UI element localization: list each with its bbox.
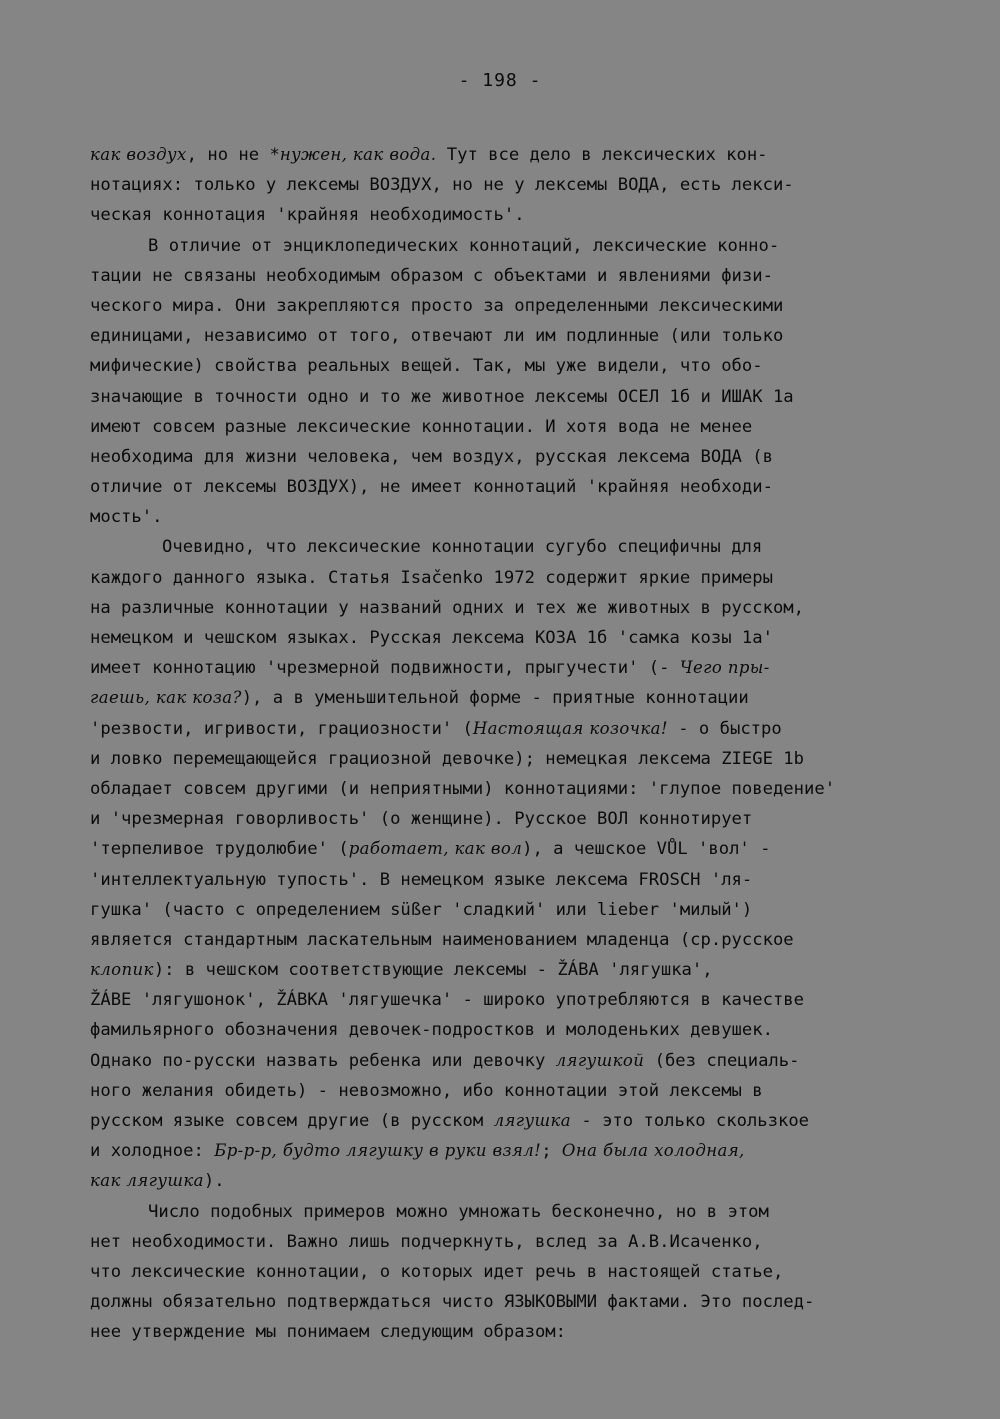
text-line: [90, 683, 960, 713]
page-number: - 198 -: [458, 70, 542, 91]
text-run: - это только скользкое: [571, 1111, 810, 1131]
text-run: фамильярного обозначения девочек-подростков и молоденьких девушек.: [90, 1020, 773, 1041]
text-line: [90, 1197, 960, 1227]
italic-example-text: лягушка: [493, 1111, 572, 1130]
text-run: ного желания обидеть) - невозможно, ибо коннотации этой лексемы в: [90, 1080, 763, 1101]
text-line: [90, 1166, 960, 1196]
text-line: [90, 744, 960, 774]
text-line: [90, 442, 960, 472]
text-line: [90, 865, 960, 895]
text-line: [90, 653, 960, 683]
text-run: и холодное:: [90, 1141, 215, 1162]
text-run: русском языке совсем другие (в русском: [90, 1111, 494, 1131]
text-line: [90, 1106, 960, 1136]
text-run: 'терпеливое трудолюбие' (: [90, 839, 349, 860]
text-run: ческая коннотация 'крайняя необходимость'.: [90, 205, 525, 226]
text-run: имеет коннотацию 'чрезмерной подвижности, прыгучести' (-: [90, 658, 680, 679]
italic-example-text: Чего пры-: [679, 658, 770, 678]
italic-example-text: лягушкой: [555, 1050, 645, 1070]
text-line: [90, 1227, 960, 1257]
text-run: Очевидно, что лексические коннотации сугубо специфичны для: [162, 537, 763, 558]
text-run: ).: [203, 1171, 225, 1192]
text-run: на различные коннотации у названий одних и тех же животных в русском,: [90, 597, 804, 618]
text-line: [90, 563, 960, 593]
text-run: 'резвости, игривости, грациозности' (: [90, 718, 473, 739]
italic-example-text: нужен, как вода.: [279, 145, 437, 164]
text-run: 'интеллектуальную тупость'. В немецком языке лексема FROSCH 'ля-: [90, 869, 753, 890]
text-run: нее утверждение мы понимаем следующим образом:: [90, 1322, 566, 1343]
body-text: [90, 140, 960, 1348]
text-line: [90, 321, 960, 351]
italic-example-text: Настоящая козочка!: [472, 718, 668, 738]
text-run: Однако по-русски назвать ребенка или девочку: [90, 1050, 556, 1071]
text-run: ): в чешском соответствующие лексемы - ŽÁBA 'лягушка',: [153, 960, 713, 981]
italic-example-text: как лягушка: [90, 1171, 204, 1191]
text-run: ческого мира. Они закрепляются просто за определенными лексическими: [90, 295, 784, 316]
text-run: значающие в точности одно и то же животное лексемы ОСЕЛ 1б и ИШАК 1а: [90, 386, 794, 407]
text-run: мифические) свойства реальных вещей. Так, мы уже видели, что обо-: [90, 356, 763, 377]
text-line: [90, 382, 960, 412]
text-line: [90, 200, 960, 230]
text-line: [90, 140, 960, 170]
text-run: единицами, независимо от того, отвечают ли им подлинные (или только: [90, 326, 784, 347]
text-run: ), а чешское VŮL 'вол' -: [522, 839, 771, 860]
text-line: [90, 1136, 960, 1166]
text-line: [90, 1287, 960, 1317]
italic-example-text: Она была холодная,: [561, 1141, 745, 1161]
italic-example-text: гаешь, как коза?: [90, 688, 242, 708]
text-run: обладает совсем другими (и неприятными) коннотациями: 'глупое поведение': [90, 778, 836, 799]
text-run: - о быстро: [667, 718, 782, 739]
text-run: необходима для жизни человека, чем воздух, русская лексема ВОДА (в: [90, 446, 773, 467]
text-run: В отличие от энциклопедических коннотаций, лексические конно-: [148, 235, 780, 256]
text-run: ŽÁBE 'лягушонок', ŽÁBKA 'лягушечка' - широко употребляются в качестве: [90, 990, 804, 1011]
text-run: немецком и чешском языках. Русская лексема КОЗА 1б 'самка козы 1а': [90, 628, 773, 648]
text-line: [90, 412, 960, 442]
text-run: мость'.: [90, 507, 163, 528]
text-line: [90, 1015, 960, 1045]
text-run: и ловко перемещающейся грациозной девочке); немецкая лексема ZIEGE 1b: [90, 748, 804, 769]
text-run: ), а в уменьшительной форме - приятные коннотации: [241, 688, 749, 709]
text-run: гушка' (часто с определением süßer 'сладкий' или lieber 'милый'): [90, 899, 753, 920]
text-line: [90, 774, 960, 804]
text-line: [90, 261, 960, 291]
text-run: тации не связаны необходимым образом с объектами и явлениями физи-: [90, 265, 773, 286]
text-line: [90, 834, 960, 864]
text-run: отличие от лексемы ВОЗДУХ), не имеет коннотаций 'крайняя необходи-: [90, 477, 773, 498]
text-line: [90, 532, 960, 562]
text-line: [90, 895, 960, 925]
text-line: [90, 593, 960, 623]
text-run: что лексические коннотации, о которых идет речь в настоящей статье,: [90, 1261, 784, 1282]
text-run: каждого данного языка. Статья Isačenko 1972 содержит яркие примеры: [90, 567, 773, 588]
text-line: [90, 231, 960, 261]
text-line: [90, 925, 960, 955]
text-line: [90, 985, 960, 1015]
text-run: (без специаль-: [644, 1050, 800, 1071]
text-line: [90, 502, 960, 532]
text-line: [90, 291, 960, 321]
text-line: [90, 1046, 960, 1076]
text-line: [90, 955, 960, 985]
text-run: Тут все дело в лексических кон-: [436, 145, 768, 165]
text-line: [90, 170, 960, 200]
text-line: [90, 804, 960, 834]
text-line: [90, 1317, 960, 1347]
text-run: ;: [541, 1141, 562, 1162]
text-line: [90, 1076, 960, 1106]
italic-example-text: работает, как вол: [348, 839, 523, 859]
text-run: нотациях: только у лексемы ВОЗДУХ, но не у лексемы ВОДА, есть лекси-: [90, 175, 794, 196]
text-line: [90, 623, 960, 653]
text-run: Число подобных примеров можно умножать бесконечно, но в этом: [148, 1201, 769, 1222]
text-run: и 'чрезмерная говорливость' (о женщине). Русское ВОЛ коннотирует: [90, 809, 753, 830]
text-run: должны обязательно подтверждаться чисто ЯЗЫКОВЫМИ фактами. Это послед-: [90, 1292, 815, 1313]
text-run: , но не *: [186, 145, 280, 165]
text-line: [90, 472, 960, 502]
italic-example-text: клопик: [90, 960, 154, 980]
text-line: [90, 714, 960, 744]
text-line: [90, 351, 960, 381]
text-run: имеют совсем разные лексические коннотации. И хотя вода не менее: [90, 416, 753, 437]
text-run: является стандартным ласкательным наименованием младенца (ср.русское: [90, 929, 794, 950]
text-run: нет необходимости. Важно лишь подчеркнуть, вслед за А.В.Исаченко,: [90, 1231, 763, 1252]
text-line: [90, 1257, 960, 1287]
italic-example-text: как воздух: [90, 145, 187, 164]
italic-example-text: Бр-р-р, будто лягушку в руки взял!: [214, 1141, 542, 1161]
